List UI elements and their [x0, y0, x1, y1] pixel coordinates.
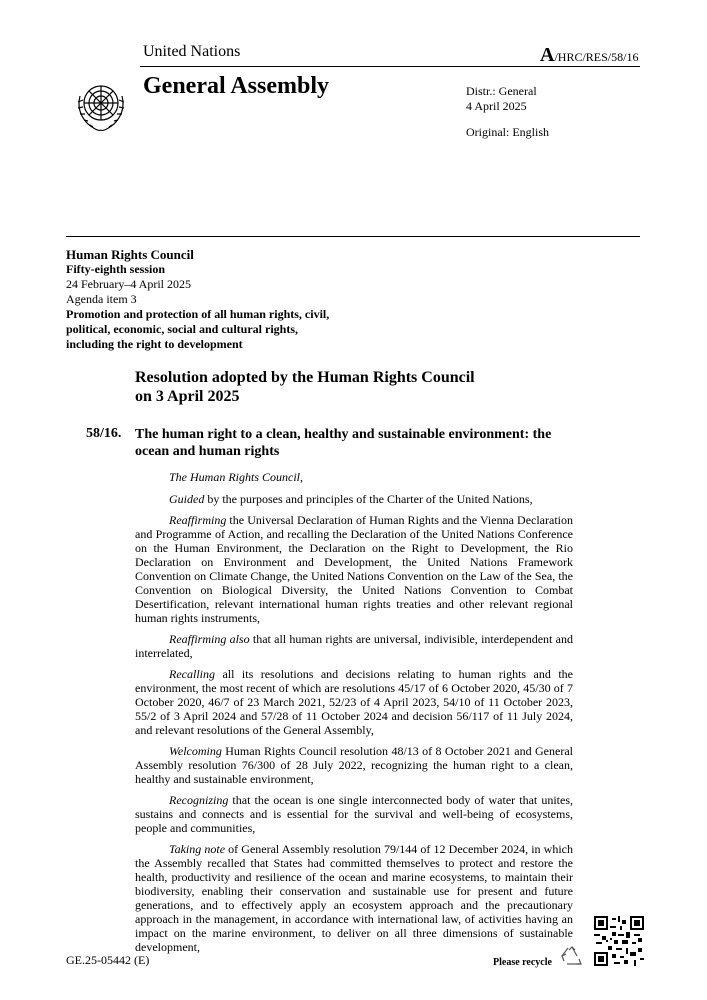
paragraph-lead: The Human Rights Council [169, 470, 300, 484]
paragraph-text: of General Assembly resolution 79/144 of 12 December 2024, in which the Assembly recalled that States had committed themselves to protect and restore the health, productivity and resilience of the ocean and marine ecosystems, to maintain their biodiversity, enabling their conservation and sustainable use for present and future generations, and to effectively apply an ecosystem approach and the precautionary approach in the management, in accordance with international law, of activities having an impact on the marine environment, to deliver on all three dimensions of sustainable development, [135, 842, 573, 954]
paragraph-text: that all human rights are universal, indivisible, interdependent and interrelated, [135, 632, 573, 660]
preamble-paragraph [135, 513, 573, 625]
agenda-title-2: political, economic, social and cultural rights, [66, 322, 298, 336]
paragraph-text: that the ocean is one single interconnected body of water that unites, sustains and connects and is essential for the survival and well-being of ecosystems, people and communities, [135, 793, 573, 835]
original-language: Original: English [466, 125, 549, 139]
paragraph-lead: Reaffirming also [169, 632, 250, 646]
paragraph-text: Human Rights Council resolution 48/13 of 8 October 2021 and General Assembly resolution 76/300 of 28 July 2022, recognizing the human right to a clean, healthy and sustainable environment, [135, 744, 573, 786]
preamble-paragraph [135, 492, 573, 506]
session-block [66, 247, 366, 352]
preamble-paragraph [135, 744, 573, 786]
paragraph-text: all its resolutions and decisions relating to human rights and the environment, the most recent of which are resolutions 45/17 of 6 October 2020, 45/30 of 7 October 2020, 46/7 of 23 March 2021, 52/23 of 4 April 2023, 54/10 of 11 October 2023, 55/2 of 3 April 2024 and 57/28 of 11 October 2024 and decision 56/117 of 11 July 2024, and relevant resolutions of the General Assembly, [135, 667, 573, 737]
symbol-prefix: A [540, 44, 555, 66]
symbol-rest: /HRC/RES/58/16 [554, 50, 639, 64]
resolution-title-line1: The human right to a clean, healthy and sustainable environment: the [135, 427, 552, 442]
org-name: United Nations [143, 43, 241, 60]
session-dates: 24 February–4 April 2025 [66, 277, 191, 291]
paragraph-lead: Guided [169, 492, 205, 506]
preamble-paragraph [135, 842, 573, 954]
paragraph-lead: Taking note [169, 842, 226, 856]
resolution-number: 58/16. [86, 426, 122, 441]
header-rule [140, 66, 640, 67]
paragraph-text: the Universal Declaration of Human Rights and the Vienna Declaration and Programme of Action, and recalling the Declaration of the United Nations Conference on the Human Environment, the Declaration on the Right to Development, the Rio Declaration on Environment and Development, the United Nations Framework Convention on Climate Change, the United Nations Convention on the Law of the Sea, the Convention on Biological Diversity, the United Nations Convention to Combat Desertification, relevant international human rights treaties and other relevant regional human rights instruments, [135, 513, 573, 625]
recycle-icon [560, 945, 584, 969]
preamble-paragraph [135, 793, 573, 835]
preamble-paragraph [135, 470, 573, 484]
resolution-title-line2: ocean and human rights [135, 444, 280, 459]
agenda-title-3: including the right to development [66, 337, 243, 351]
un-emblem-icon [70, 74, 132, 136]
agenda-item: Agenda item 3 [66, 292, 137, 306]
resolution-body [135, 470, 573, 961]
recycle-label: Please recycle [493, 957, 552, 968]
session-name: Fifty-eighth session [66, 262, 165, 276]
resolution-heading-line2: on 3 April 2025 [135, 388, 240, 405]
organ-title: General Assembly [143, 73, 329, 99]
paragraph-text: , [300, 470, 303, 484]
paragraph-text: by the purposes and principles of the Charter of the United Nations, [204, 492, 533, 506]
resolution-title [135, 426, 595, 460]
document-symbol [540, 44, 638, 67]
resolution-heading [135, 368, 555, 406]
qr-code-icon [594, 916, 644, 966]
distribution [466, 84, 537, 114]
paragraph-lead: Reaffirming [169, 513, 227, 527]
paragraph-lead: Recalling [169, 667, 215, 681]
preamble-paragraph [135, 632, 573, 660]
resolution-heading-line1: Resolution adopted by the Human Rights Council [135, 369, 475, 386]
agenda-title-1: Promotion and protection of all human rights, civil, [66, 307, 330, 321]
distr-label: Distr.: General [466, 84, 537, 98]
distr-date: 4 April 2025 [466, 99, 527, 113]
paragraph-lead: Recognizing [169, 793, 229, 807]
preamble-paragraph [135, 667, 573, 737]
section-rule [66, 236, 640, 237]
paragraph-lead: Welcoming [169, 744, 222, 758]
job-number: GE.25-05442 (E) [66, 953, 150, 967]
council-name: Human Rights Council [66, 247, 194, 262]
